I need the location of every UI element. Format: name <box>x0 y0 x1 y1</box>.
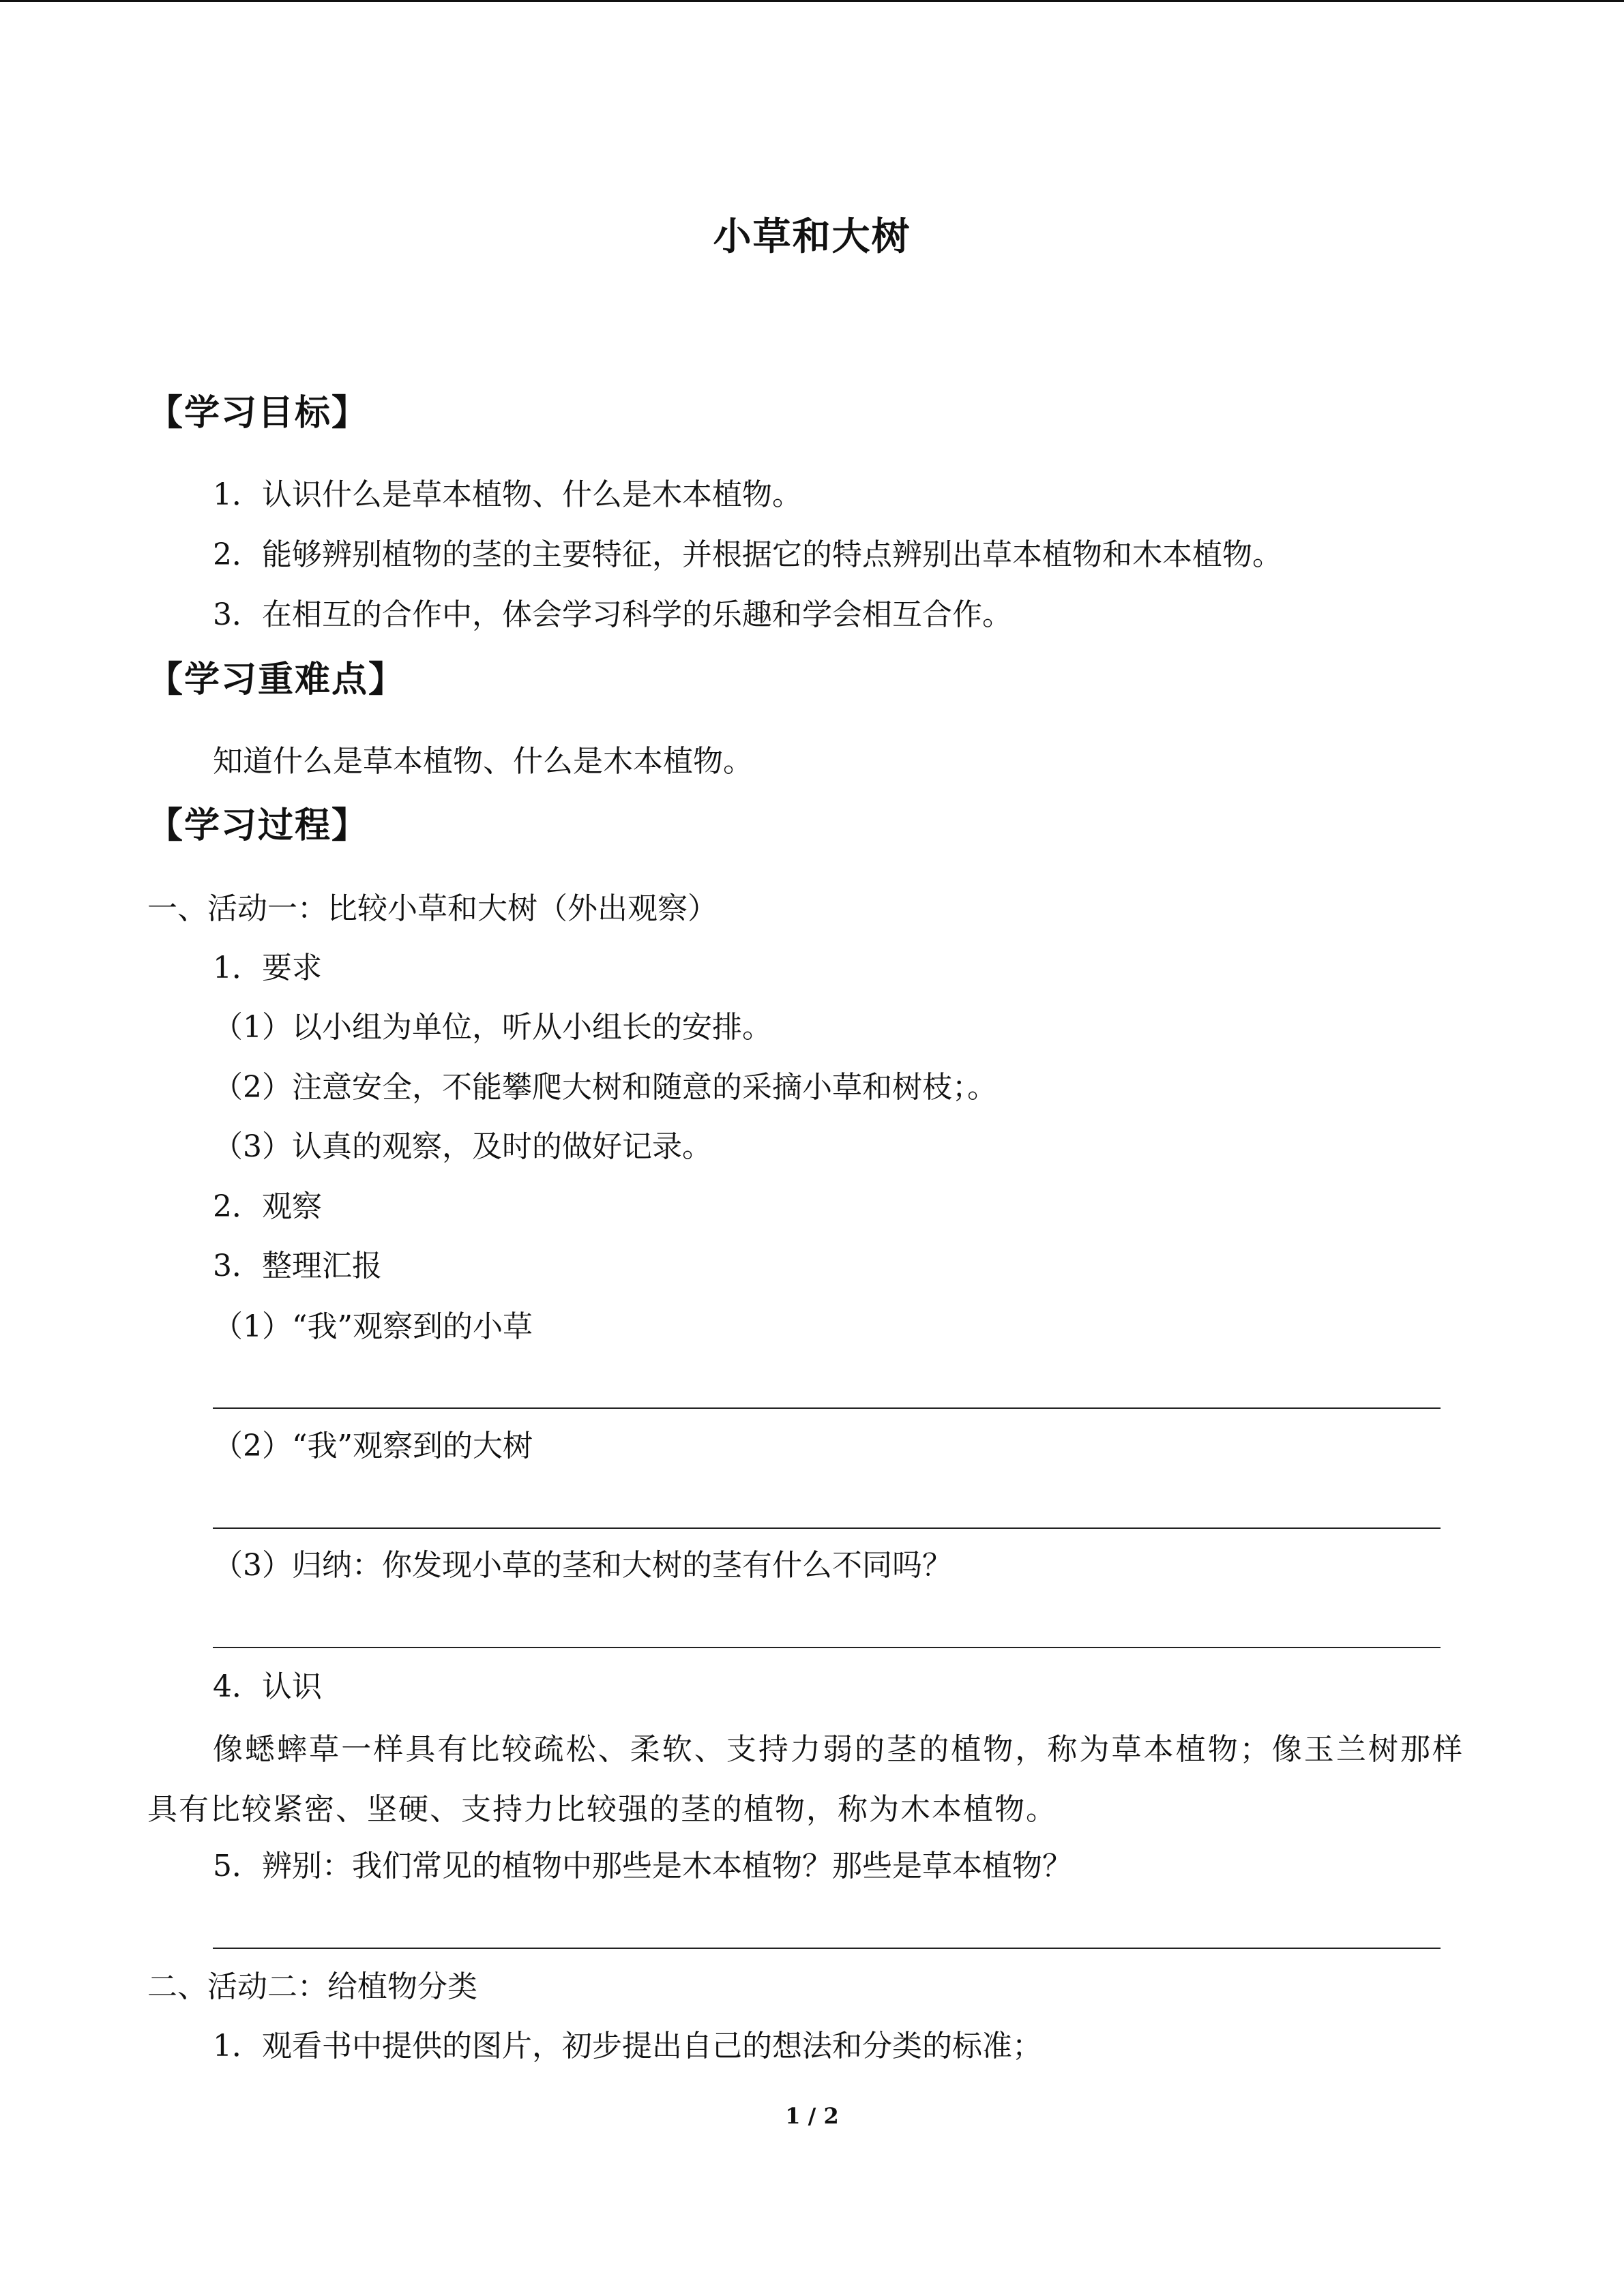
answer-line <box>213 1948 1441 1949</box>
goal-item-3: 3．在相互的合作中，体会学习科学的乐趣和学会相互合作。 <box>213 597 1012 632</box>
section-heading-process: 【学习过程】 <box>147 805 369 846</box>
observe-title: 2．观察 <box>213 1189 322 1224</box>
page-number: 1 / 2 <box>785 2103 839 2129</box>
activity1-title: 一、活动一：比较小草和大树（外出观察） <box>147 891 718 926</box>
answer-line <box>213 1407 1441 1409</box>
recognize-paragraph: 像蟋蟀草一样具有比较疏松、柔软、支持力弱的茎的植物，称为草本植物；像玉兰树那样具有比较紧密、坚硬、支持力比较强的茎的植物，称为木本植物。 <box>147 1732 1464 1827</box>
requirement-item-2: （2）注意安全，不能攀爬大树和随意的采摘小草和树枝；。 <box>213 1070 997 1105</box>
page-top-border <box>0 0 1624 2</box>
activity2-item-1: 1．观看书中提供的图片，初步提出自己的想法和分类的标准； <box>213 2029 1042 2063</box>
recognize-title: 4．认识 <box>213 1669 322 1704</box>
answer-line <box>213 1647 1441 1648</box>
requirement-item-1: （1）以小组为单位，听从小组长的安排。 <box>213 1010 772 1045</box>
goal-item-1: 1．认识什么是草本植物、什么是木本植物。 <box>213 477 802 512</box>
document-title: 小草和大树 <box>713 214 911 259</box>
report-title: 3．整理汇报 <box>213 1249 382 1283</box>
report-item-3: （3）归纳：你发现小草的茎和大树的茎有什么不同吗？ <box>213 1548 952 1583</box>
report-item-2: （2）“我”观察到的大树 <box>213 1429 533 1463</box>
answer-line <box>213 1527 1441 1529</box>
distinguish-question: 5．辨别：我们常见的植物中那些是木本植物？那些是草本植物？ <box>213 1849 1072 1883</box>
goal-item-2: 2．能够辨别植物的茎的主要特征，并根据它的特点辨别出草本植物和木本植物。 <box>213 537 1282 572</box>
activity2-title: 二、活动二：给植物分类 <box>147 1969 477 2004</box>
section-heading-goals: 【学习目标】 <box>147 392 369 434</box>
key-points-text: 知道什么是草本植物、什么是木本植物。 <box>213 744 753 779</box>
report-item-1: （1）“我”观察到的小草 <box>213 1309 533 1344</box>
requirement-title: 1．要求 <box>213 951 322 985</box>
requirement-item-3: （3）认真的观察，及时的做好记录。 <box>213 1129 712 1164</box>
section-heading-key-points: 【学习重难点】 <box>147 659 406 700</box>
